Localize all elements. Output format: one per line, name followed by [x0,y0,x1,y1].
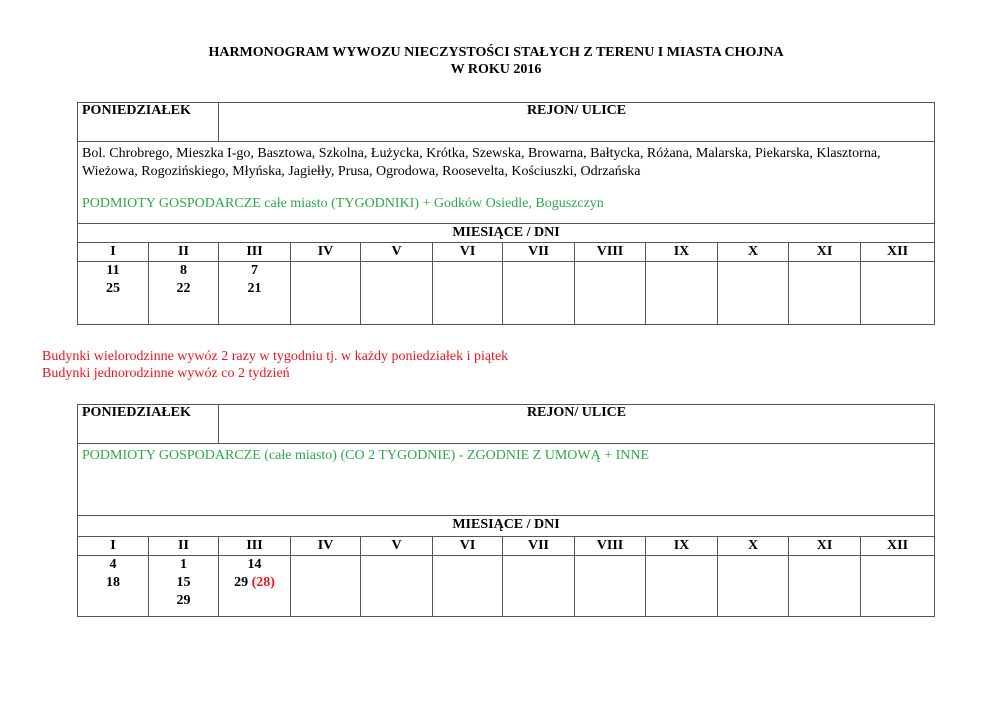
dates-cell-dec [861,262,935,325]
dates-cell-jan [78,262,149,325]
month-label: I [78,243,149,262]
day-header: PONIEDZIAŁEK [78,405,219,444]
document-title [0,44,992,78]
note-single-family: Budynki jednorodzinne wywóz co 2 tydzień [42,366,290,381]
dates-cell-jan [78,556,149,617]
date-value: 14 [247,557,262,572]
dates-cell-aug [575,262,646,325]
dates-cell-apr [291,262,361,325]
month-label: II [149,243,219,262]
date-value: 7 [251,263,259,278]
dates-cell-jun [433,556,503,617]
month-label: IV [291,537,361,556]
schedule-table-1 [77,102,935,325]
month-label: VIII [575,243,646,262]
date-value-with-alt [219,574,290,592]
month-label: VI [433,537,503,556]
date-value: 1 [180,557,187,572]
month-label: V [361,537,433,556]
dates-cell-jul [503,556,575,617]
dates-cell-sep [646,262,718,325]
month-label: III [219,537,291,556]
title-line-1: HARMONOGRAM WYWOZU NIECZYSTOŚCI STAŁYCH Z TERENU I MIASTA CHOJNA [208,45,784,60]
month-label: IX [646,537,718,556]
dates-cell-dec [861,556,935,617]
date-value: 8 [180,263,187,278]
region-header: REJON/ ULICE [219,405,935,444]
month-label: XII [861,537,935,556]
month-label: VII [503,537,575,556]
date-value: 29 [176,593,191,608]
date-value: 25 [106,281,120,296]
dates-cell-feb [149,556,219,617]
month-label: XI [789,243,861,262]
month-label: X [718,537,789,556]
month-row [78,537,935,556]
month-label: VII [503,243,575,262]
month-label: XI [789,537,861,556]
schedule-table-2 [77,404,935,617]
month-label: I [78,537,149,556]
date-value: 11 [106,263,120,278]
date-value: 15 [176,575,191,590]
dates-cell-mar [219,262,291,325]
dates-cell-oct [718,556,789,617]
day-header: PONIEDZIAŁEK [78,103,219,142]
month-label: IV [291,243,361,262]
month-label: III [219,243,291,262]
months-header: MIESIĄCE / DNI [78,224,935,243]
dates-cell-may [361,556,433,617]
date-value: 4 [109,557,117,572]
month-label: X [718,243,789,262]
month-label: VI [433,243,503,262]
streets-cell [78,142,935,224]
note-multifamily: Budynki wielorodzinne wywóz 2 razy w tygodniu tj. w każdy poniedziałek i piątek [42,349,509,364]
month-row [78,243,935,262]
business-note: PODMIOTY GOSPODARCZE całe miasto (TYGODNIKI) + Godków Osiedle, Boguszczyn [82,196,604,211]
dates-cell-feb [149,262,219,325]
dates-cell-sep [646,556,718,617]
months-header: MIESIĄCE / DNI [78,516,935,537]
dates-row [78,556,935,617]
alt-date-value: (28) [251,575,275,590]
dates-cell-may [361,262,433,325]
dates-cell-jun [433,262,503,325]
dates-cell-nov [789,262,861,325]
dates-row [78,262,935,325]
dates-cell-apr [291,556,361,617]
date-value: 29 [234,575,249,590]
month-label: II [149,537,219,556]
dates-cell-nov [789,556,861,617]
streets-cell [78,444,935,516]
streets-list: Bol. Chrobrego, Mieszka I-go, Basztowa, Szkolna, Łużycka, Krótka, Szewska, Browarna, Bałtycka, Różana, Malarska, Piekarska, Klasztorna, Wieżowa, Rogozińskiego, Młyńska, Jagiełły, Prusa, Ogrodowa, Roosevelta, Kościuszki, Odrzańska [82,146,881,179]
dates-cell-aug [575,556,646,617]
month-label: IX [646,243,718,262]
business-note: PODMIOTY GOSPODARCZE (całe miasto) (CO 2 TYGODNIE) - ZGODNIE Z UMOWĄ + INNE [82,448,650,463]
region-header: REJON/ ULICE [219,103,935,142]
title-line-2: W ROKU 2016 [450,62,542,77]
dates-cell-jul [503,262,575,325]
notes-block [42,348,508,382]
date-value: 21 [247,281,262,296]
dates-cell-mar [219,556,291,617]
date-value: 22 [176,281,191,296]
month-label: VIII [575,537,646,556]
dates-cell-oct [718,262,789,325]
date-value: 18 [106,575,120,590]
month-label: V [361,243,433,262]
month-label: XII [861,243,935,262]
